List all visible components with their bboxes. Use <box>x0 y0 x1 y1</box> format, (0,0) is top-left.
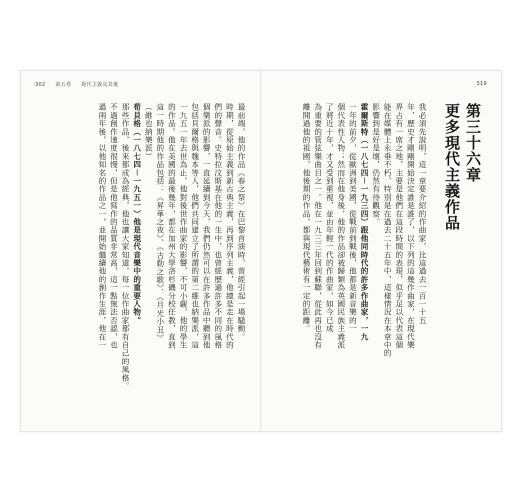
text-column: 時期，從原始主義到新古典主義，再到序列主義，他總是走在時代的 <box>225 103 235 349</box>
chapter-title-block <box>443 103 481 413</box>
text-column: 霍爾斯特（一八七四－一九三四）跟他同時代的許多作曲家，一九 <box>360 103 370 341</box>
text-column: 們的聲音。史特拉汶斯基在他的一生中，也曾經歷過許多不同的風格 <box>213 103 223 349</box>
text-column: 一九五一年去世為止，他對後世作曲家的影響，不可小覷，他的學生 <box>179 103 189 349</box>
text-column: 界占有一席之地，主要是他們在這段時間的表現，似乎足以代表這個 <box>394 103 404 349</box>
text-column: 那些作品，後來都成為經典，他也讓大家知道，每一位作曲家都有自己的風格。 <box>121 103 131 390</box>
text-column: 我必須先說明，這一章要介紹的作曲家，比這過去一百一十五 <box>418 103 427 325</box>
text-column: 這一時期他的作品包括：《昇華之夜》、《古勒之歌》、《月光小丑》 <box>155 103 165 342</box>
left-chapter-label: 第五卷 <box>55 82 72 88</box>
text-column: 一年的前夕，從歐洲到美國，從戰前到戰後，他都是新音樂的一 <box>348 103 358 333</box>
text-column: 的作品。他在美國的最後幾年，都在加州大學洛杉磯分校任教，直到 <box>167 103 177 349</box>
text-column: 為重要的管弦樂曲目之一。他在一九三三年回到蘇聯，從此再也沒有 <box>313 103 323 349</box>
text-column: 離開過他的祖國，他後期的作品，都與現代藝術有一定的距離。 <box>302 103 312 333</box>
text-column: 最前端，他的作品《春之祭》在巴黎首演時，曾經引起一場騷動。 <box>237 103 246 341</box>
chapter-title: 第三十六章 <box>464 103 482 183</box>
text-column: 能在媒體上永垂不朽，特別是在過去二十五年中，這樣情況在本章中的 <box>383 103 393 358</box>
text-column: 了將近十年，才又受到重視，並由年輕一代的作曲家，如今已成 <box>325 103 335 333</box>
left-section-title: 現代主義及其後 <box>81 82 119 88</box>
text-column: 個代表性人物；然而在他身後，他的作品卻被歸類為英國民族主義派 <box>336 103 346 349</box>
left-running-header <box>35 81 126 88</box>
book-spread <box>20 70 502 432</box>
text-column: 不過創作速度很慢，但是他寫作的品質非常高，這一點無法否認，也 <box>109 103 119 349</box>
text-column: 個樂派的影響，一直延續到今天，我們仍然可以在許多作品中聽到他 <box>202 103 212 349</box>
text-column: 年，歷史才剛剛開始決定誰是誰了，以下列的這幾作曲家，在現代樂 <box>406 103 416 349</box>
left-page <box>39 103 245 413</box>
chapter-subtitle: 更多現代主義作品 <box>443 103 461 231</box>
left-page-number: 302 <box>35 82 46 88</box>
text-column: （維也納樂派） <box>144 103 154 161</box>
text-column: 包括貝爾格與魏本等人，他們共同建立了所謂的第二維也納樂派，這 <box>190 103 200 349</box>
book-gutter <box>260 71 262 431</box>
text-column: 過兩年後，以他知名的作品之一，並開始繼續他的創作生涯，他在一 <box>97 103 107 349</box>
text-column: 荀貝格（一八七四－一九五一）他是現代音樂中的重要人物。 <box>132 103 142 325</box>
text-column: 影響到是好是壞，仍然有待觀察。 <box>371 103 381 226</box>
right-page-number: 319 <box>476 81 487 87</box>
right-page <box>273 103 481 413</box>
